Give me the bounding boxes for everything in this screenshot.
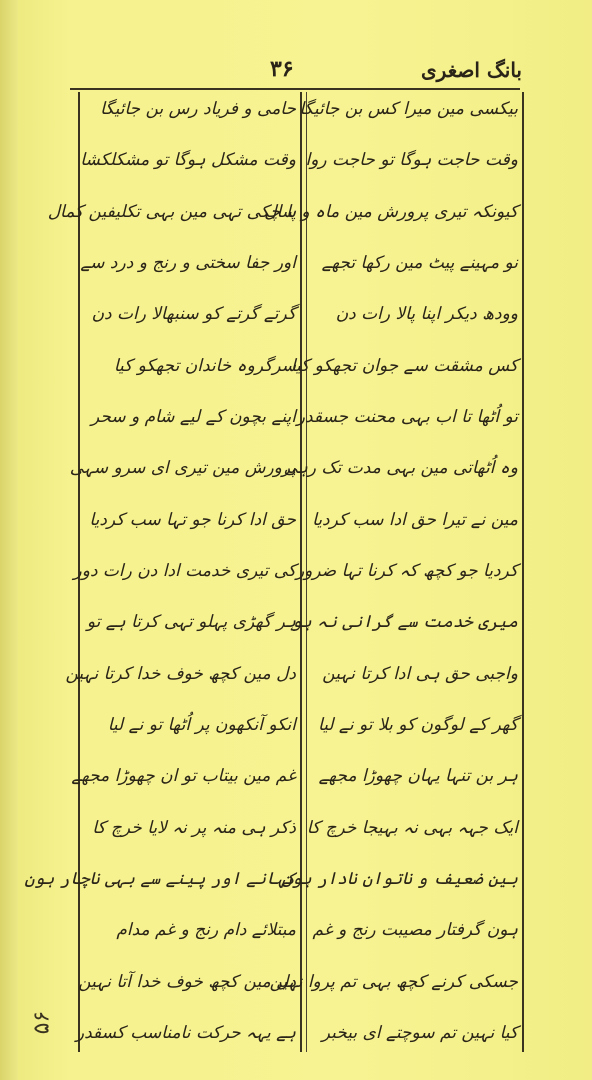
right-column-line: بین ضعیف و ناتوان نادار ہون (281, 868, 518, 889)
right-column-line: وہ اُٹھاتی مین بہی مدت تک رہی (283, 458, 518, 479)
left-column-line: حامی و فریاد رس بن جائیگا (100, 99, 296, 119)
left-column-line: سرگروہ خاندان تجھکو کیا (113, 355, 296, 376)
right-column-line: وودھ دیکر اپنا پالا رات دن (335, 304, 518, 325)
left-column-line: پرورش مین تیری ای سرو سہی (69, 458, 296, 479)
left-column-line: کی تیری خدمت ادا دن رات دور (73, 560, 296, 581)
page-spine (0, 0, 18, 1080)
right-column-line: ہون گرفتار مصیبت رنج و غم (312, 920, 518, 941)
right-column-line: کیا نہین تم سوچتے ای بیخبر (321, 1022, 518, 1043)
right-column-line: میری خدمت سے گرانی نہ ہو (291, 612, 518, 633)
left-column-line: ذکر ہی منہ پر نہ لایا خرچ کا (92, 817, 296, 838)
right-column-line: جسکی کرنے کچھ بہی تم پروا نہین (269, 971, 518, 992)
left-column-line: ہے یہہ حرکت نامناسب کسقدر (75, 1022, 296, 1043)
header-rule (70, 88, 520, 90)
right-column-line: مین نے تیرا حق ادا سب کردیا (312, 509, 518, 530)
margin-note: ۵۶ (29, 1010, 55, 1035)
left-column-line: اور جفا سختی و رنج و درد سے (80, 252, 296, 273)
left-column-line: دل مین کچھ خوف خدا کرتا نہین (65, 663, 296, 684)
right-column-line: وقت حاجت ہوگا تو حاجت روا (305, 150, 518, 171)
right-column-line: کردیا جو کچھ کہ کرنا تہا ضرور (295, 560, 518, 581)
right-column-line: ایک جہہ بہی نہ بہیجا خرچ کا (306, 817, 518, 838)
header-title: بانگ اصغری (421, 58, 522, 82)
left-column-line: دل مین کچھ خوف خدا آتا نہین (78, 971, 296, 992)
left-column-line: حق ادا کرنا جو تہا سب کردیا (89, 509, 296, 530)
left-column-line: انکو آنکھون پر اُٹھا تو نے لیا (107, 714, 296, 735)
left-column-line: پا چکی تہی مین بہی تکلیفین کمال (47, 201, 296, 222)
right-column (264, 96, 518, 1046)
right-column-line: نو مہینے پیٹ مین رکھا تجھے (321, 252, 518, 273)
left-column-line: مبتلائے دام رنج و غم مدام (116, 920, 296, 941)
left-column-line: ہر گھڑی پہلو تہی کرتا ہے تو (86, 612, 296, 633)
right-column-line: گھر کے لوگون کو بلا تو نے لیا (318, 714, 518, 735)
right-column-line: بیکسی مین میرا کس بن جائیگا (299, 99, 518, 119)
right-column-line: تو اُٹھا تا اب بہی محنت جسقدر (296, 406, 518, 427)
left-column-line: وقت مشکل ہوگا تو مشکلکشا (80, 150, 296, 171)
left-column-line: اپنے بچون کے لیے شام و سحر (90, 406, 296, 427)
left-column-line: غم مین بیتاب تو ان چھوڑا مجھے (71, 766, 296, 787)
right-column-line: کیونکہ تیری پرورش مین ماہ و سال (264, 201, 518, 222)
left-column-line: کہانے اور پینے سے بہی ناچار ہون (24, 868, 296, 889)
right-column-line: واجبی حق ہی ادا کرتا نہین (322, 663, 518, 684)
right-column-line: کس مشقت سے جوان تجھکو کیا (290, 355, 518, 376)
right-column-line: ہر بن تنہا یہان چھوڑا مجھے (318, 766, 518, 787)
left-column-line: گرتے گرتے کو سنبھالا رات دن (91, 304, 296, 325)
page-number: ۳۶ (270, 56, 294, 82)
